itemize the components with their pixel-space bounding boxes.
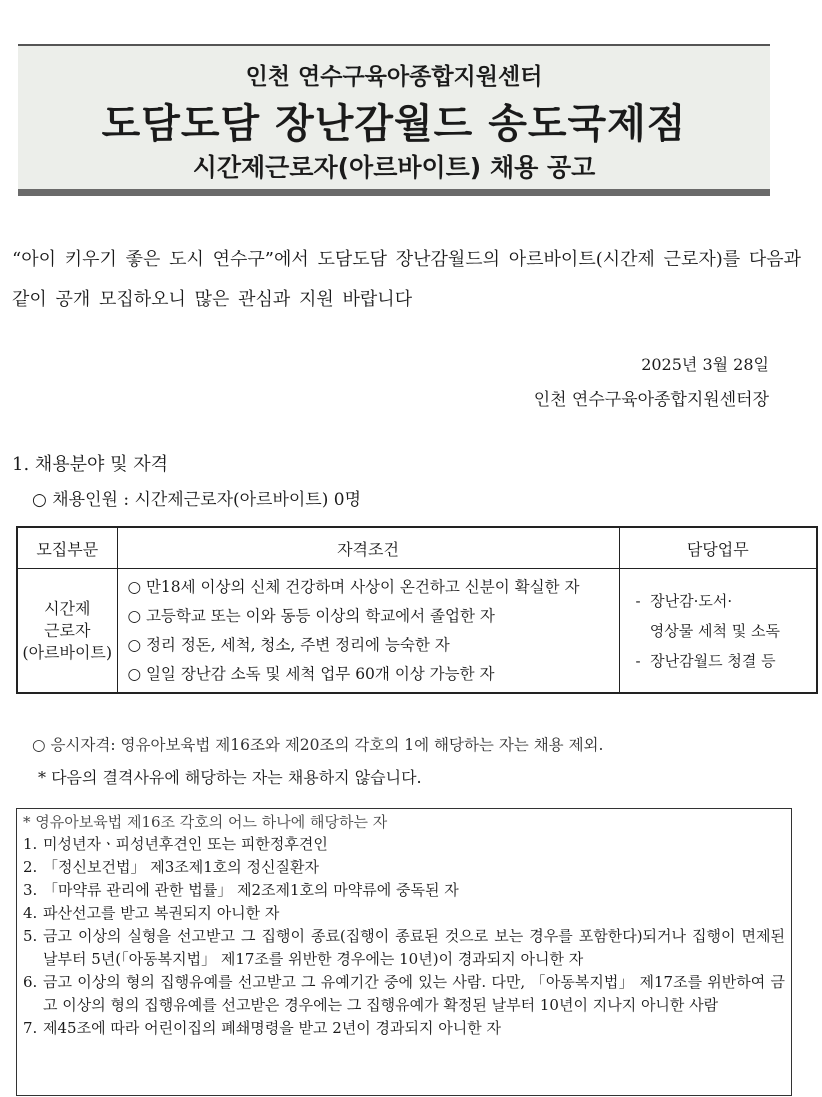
list-item [23,879,785,902]
header-dept: 모집부문 [17,527,117,569]
item-text: 금고 이상의 실형을 선고받고 그 집행이 종료(집행이 종료된 것으로 보는 경우를 포함한다)되거나 집행이 면제된 날부터 5년(「아동복지법」 제17조를 위반한 경우에는 10년)이 경과되지 아니한 자 [43,927,785,968]
item-text: 「마약류 관리에 관한 법률」 제2조제1호의 마약류에 중독된 자 [43,881,459,899]
section-title: 1. 채용분야 및 자격 [12,454,169,475]
item-number: 5. [23,927,38,945]
item-text: 제45조에 따라 어린이집의 폐쇄명령을 받고 2년이 경과되지 아니한 자 [43,1019,502,1037]
notice-date: 2025년 3월 28일 [641,355,769,374]
qualification-item: ○ 만18세 이상의 신체 건강하며 사상이 온건하고 신분이 확실한 자 [127,577,580,596]
qualification-item: ○ 정리 정돈, 세척, 청소, 주변 정리에 능숙한 자 [127,635,450,654]
item-text: 금고 이상의 형의 집행유예를 선고받고 그 유예기간 중에 있는 사람. 다만, 「아동복지법」 제17조를 위반하여 금고 이상의 형의 집행유예를 선고받은 경우에는 그 집행유예가 확정된 날부터 10년이 지나지 아니한 사람 [43,973,785,1014]
dept-cell [17,569,117,694]
item-text: 미성년자ㆍ피성년후견인 또는 피한정후견인 [43,835,328,853]
disqualification-note: * 다음의 결격사유에 해당하는 자는 채용하지 않습니다. [38,768,422,787]
list-item [23,902,785,925]
qualification-item: ○ 고등학교 또는 이와 동등 이상의 학교에서 졸업한 자 [127,606,495,625]
duty-item: 영상물 세척 및 소독 [635,621,781,640]
intro-paragraph: “아이 키우기 좋은 도시 연수구”에서 도담도담 장난감월드의 아르바이트(시간제 근로자)를 다음과 같이 공개 모집하오니 많은 관심과 지원 바랍니다 [12,249,802,310]
table-row [17,569,817,694]
header-qualification: 자격조건 [117,527,619,569]
notice-signer: 인천 연수구육아종합지원센터장 [533,390,769,410]
headcount: ○ 채용인원 : 시간제근로자(아르바이트) 0명 [32,490,362,510]
duty-cell [619,569,817,694]
item-text: 「정신보건법」 제3조제1호의 정신질환자 [43,858,319,876]
list-item [23,971,785,1017]
duty-item: - 장난감월드 청결 등 [635,651,776,670]
item-number: 2. [23,858,38,876]
header-subtitle: 인천 연수구육아종합지원센터 [245,64,543,90]
header-duty: 담당업무 [619,527,817,569]
qualification-item: ○ 일일 장난감 소독 및 세척 업무 60개 이상 가능한 자 [127,664,495,683]
table-header-row [17,527,817,569]
list-item [23,1017,785,1040]
dept-line: (아르바이트) [22,642,113,662]
disqualification-heading: * 영유아보육법 제16조 각호의 어느 하나에 해당하는 자 [23,813,388,831]
item-number: 7. [23,1019,38,1037]
disqualification-list [23,833,785,1040]
disqualification-box [16,808,792,1096]
duty-item: - 장난감·도서· [635,591,733,610]
eligibility-text: ○ 응시자격: 영유아보육법 제16조와 제20조의 각호의 1에 해당하는 자는 채용 제외. [32,736,604,754]
item-number: 3. [23,881,38,899]
item-text: 파산선고를 받고 복권되지 아니한 자 [43,904,280,922]
recruitment-table [16,526,818,694]
dept-line: 시간제 [44,598,91,618]
item-number: 4. [23,904,38,922]
list-item [23,925,785,971]
item-number: 1. [23,835,38,853]
list-item [23,833,785,856]
header-notice-title: 시간제근로자(아르바이트) 채용 공고 [192,153,596,182]
dept-line: 근로자 [44,620,91,640]
header-main-title: 도담도담 장난감월드 송도국제점 [101,101,687,147]
item-number: 6. [23,973,38,991]
qualification-cell [117,569,619,694]
list-item [23,856,785,879]
header-banner [18,44,770,196]
